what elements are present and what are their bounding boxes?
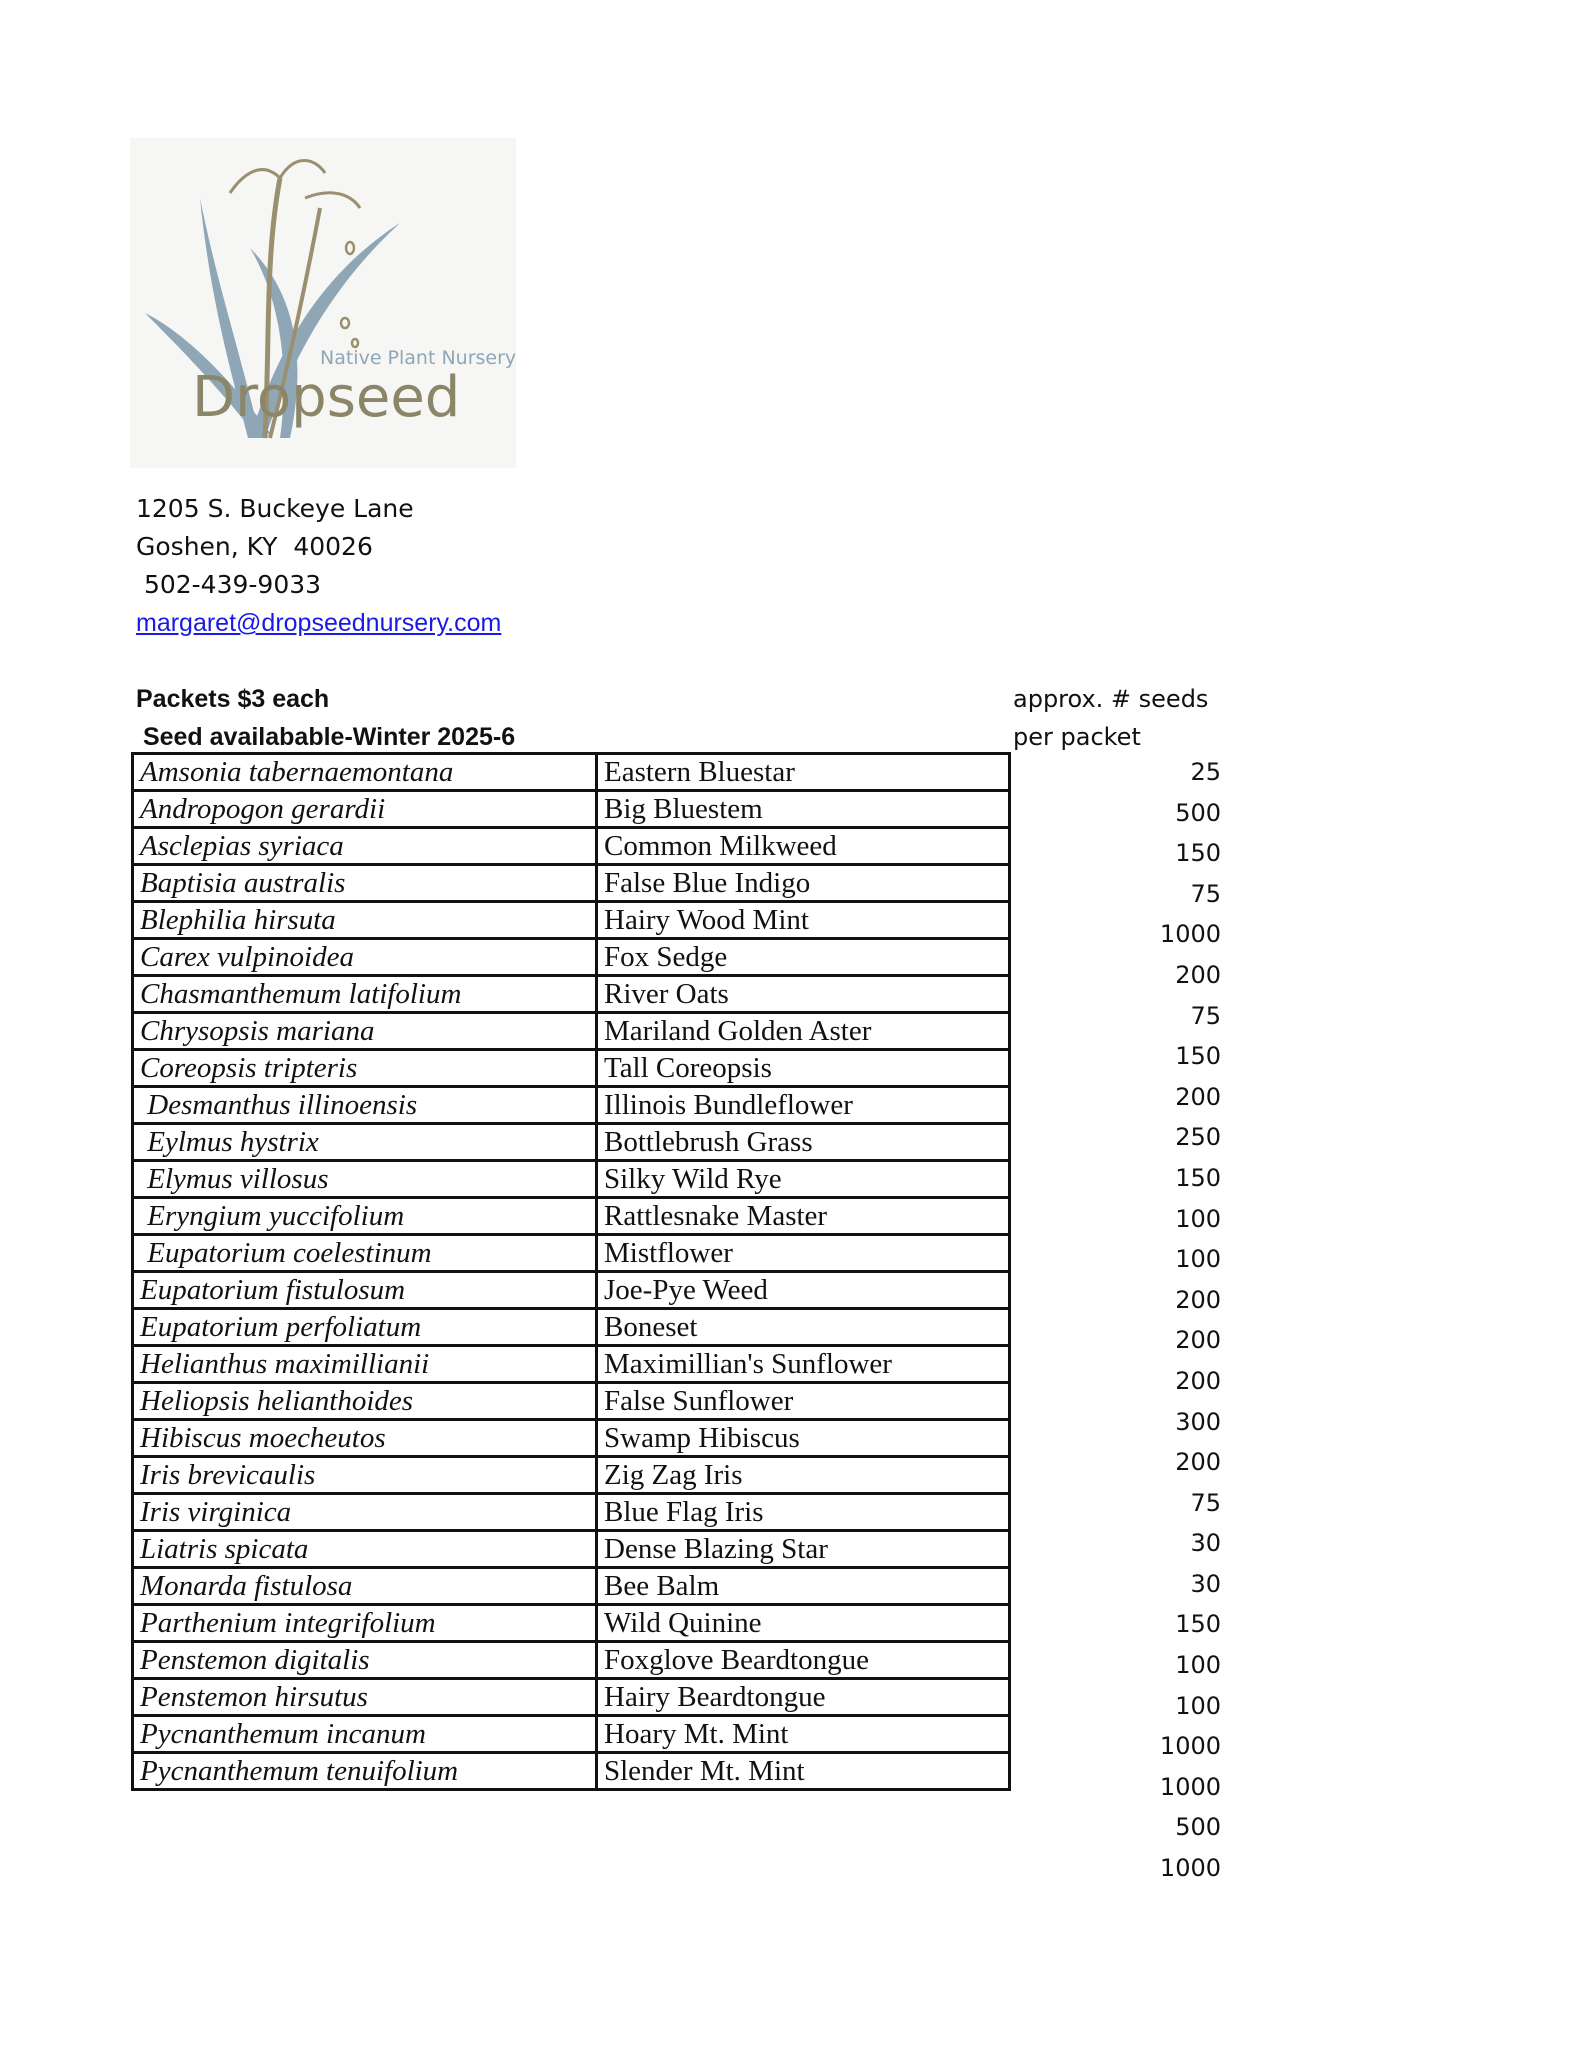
common-name-cell: Mistflower (597, 1235, 1010, 1272)
seed-count: 25 (1190, 758, 1221, 786)
scientific-name-cell: Eryngium yuccifolium (133, 1198, 597, 1235)
table-row (133, 1457, 1010, 1494)
scientific-name-cell: Hibiscus moecheutos (133, 1420, 597, 1457)
scientific-name-cell: Eupatorium perfoliatum (133, 1309, 597, 1346)
seed-count: 30 (1190, 1569, 1221, 1598)
scientific-name-cell: Elymus villosus (133, 1161, 597, 1198)
common-name-cell: Maximillian's Sunflower (597, 1346, 1010, 1383)
common-name-cell: Hairy Beardtongue (597, 1679, 1010, 1716)
common-name-cell: Slender Mt. Mint (597, 1753, 1010, 1790)
seed-count: 150 (1175, 1163, 1221, 1192)
seed-dot (346, 242, 354, 254)
table-row (133, 1161, 1010, 1198)
seed-count: 100 (1175, 1245, 1221, 1274)
seed-count: 1000 (1159, 1854, 1221, 1883)
scientific-name-cell: Baptisia australis (133, 865, 597, 902)
contact-block (136, 490, 501, 642)
scientific-name-cell: Iris virginica (133, 1494, 597, 1531)
seed-count: 1000 (1159, 1772, 1221, 1801)
table-row (133, 1198, 1010, 1235)
seeds-label-line-1: approx. # seeds (1013, 685, 1209, 713)
table-row (133, 1235, 1010, 1272)
seed-count: 200 (1175, 1448, 1221, 1477)
common-name-cell: Joe-Pye Weed (597, 1272, 1010, 1309)
common-name-cell: Rattlesnake Master (597, 1198, 1010, 1235)
common-name-cell: Zig Zag Iris (597, 1457, 1010, 1494)
seed-count: 150 (1175, 1042, 1221, 1071)
table-row (133, 1383, 1010, 1420)
scientific-name-cell: Penstemon hirsutus (133, 1679, 597, 1716)
table-row (133, 1272, 1010, 1309)
scientific-name-cell: Chasmanthemum latifolium (133, 976, 597, 1013)
table-row (133, 902, 1010, 939)
seed-dot (352, 339, 358, 347)
table-row (133, 865, 1010, 902)
table-row (133, 939, 1010, 976)
common-name-cell: Bottlebrush Grass (597, 1124, 1010, 1161)
stalk-shape (305, 193, 360, 208)
seed-dot (341, 318, 349, 328)
common-name-cell: Fox Sedge (597, 939, 1010, 976)
seeds-per-packet-header (1013, 680, 1208, 756)
common-name-cell: Common Milkweed (597, 828, 1010, 865)
scientific-name-cell: Eupatorium coelestinum (133, 1235, 597, 1272)
common-name-cell: Illinois Bundleflower (597, 1087, 1010, 1124)
scientific-name-cell: Monarda fistulosa (133, 1568, 597, 1605)
city-state-zip: Goshen, KY 40026 (136, 532, 373, 561)
stalk-shape (230, 170, 280, 193)
common-name-cell: Eastern Bluestar (597, 754, 1010, 791)
table-row (133, 1346, 1010, 1383)
nursery-logo (130, 138, 516, 468)
common-name-cell: Bee Balm (597, 1568, 1010, 1605)
seed-count: 200 (1175, 1326, 1221, 1355)
scientific-name-cell: Asclepias syriaca (133, 828, 597, 865)
seed-count: 200 (1175, 1366, 1221, 1395)
packet-price: Packets $3 each (136, 685, 330, 713)
common-name-cell: Blue Flag Iris (597, 1494, 1010, 1531)
seed-count: 75 (1190, 879, 1221, 908)
table-row (133, 1420, 1010, 1457)
common-name-cell: False Sunflower (597, 1383, 1010, 1420)
street-address: 1205 S. Buckeye Lane (136, 494, 414, 523)
table-row (133, 828, 1010, 865)
logo-tagline: Native Plant Nursery (320, 347, 516, 369)
scientific-name-cell: Amsonia tabernaemontana (133, 754, 597, 791)
table-row (133, 1605, 1010, 1642)
seed-count: 500 (1175, 798, 1221, 827)
table-row (133, 1568, 1010, 1605)
scientific-name-cell: Heliopsis helianthoides (133, 1383, 597, 1420)
table-row (133, 791, 1010, 828)
common-name-cell: Swamp Hibiscus (597, 1420, 1010, 1457)
table-row (133, 754, 1010, 791)
phone-number: 502-439-9033 (136, 570, 322, 599)
common-name-cell: Dense Blazing Star (597, 1531, 1010, 1568)
email-link[interactable]: margaret@dropseednursery.com (136, 609, 502, 637)
common-name-cell: Tall Coreopsis (597, 1050, 1010, 1087)
seed-table (131, 752, 1011, 1791)
seed-count: 100 (1175, 1691, 1221, 1720)
scientific-name-cell: Pycnanthemum incanum (133, 1716, 597, 1753)
common-name-cell: Mariland Golden Aster (597, 1013, 1010, 1050)
common-name-cell: River Oats (597, 976, 1010, 1013)
common-name-cell: Big Bluestem (597, 791, 1010, 828)
price-header (136, 680, 515, 756)
scientific-name-cell: Pycnanthemum tenuifolium (133, 1753, 597, 1790)
scientific-name-cell: Helianthus maximillianii (133, 1346, 597, 1383)
seed-count: 150 (1175, 839, 1221, 868)
table-row (133, 1124, 1010, 1161)
scientific-name-cell: Andropogon gerardii (133, 791, 597, 828)
scientific-name-cell: Chrysopsis mariana (133, 1013, 597, 1050)
table-row (133, 1494, 1010, 1531)
common-name-cell: False Blue Indigo (597, 865, 1010, 902)
table-row (133, 1087, 1010, 1124)
scientific-name-cell: Desmanthus illinoensis (133, 1087, 597, 1124)
scientific-name-cell: Eupatorium fistulosum (133, 1272, 597, 1309)
seeds-label-line-2: per packet (1013, 723, 1141, 751)
common-name-cell: Silky Wild Rye (597, 1161, 1010, 1198)
scientific-name-cell: Coreopsis tripteris (133, 1050, 597, 1087)
seed-count: 75 (1190, 1488, 1221, 1517)
common-name-cell: Hoary Mt. Mint (597, 1716, 1010, 1753)
logo-wordmark: Dropseed (192, 365, 461, 430)
seed-count: 30 (1190, 1529, 1221, 1558)
seed-count: 200 (1175, 1082, 1221, 1111)
common-name-cell: Hairy Wood Mint (597, 902, 1010, 939)
seed-count: 500 (1175, 1813, 1221, 1842)
table-row (133, 1679, 1010, 1716)
seed-count: 200 (1175, 960, 1221, 989)
seed-count: 100 (1175, 1651, 1221, 1680)
table-row (133, 1013, 1010, 1050)
scientific-name-cell: Penstemon digitalis (133, 1642, 597, 1679)
seed-count: 150 (1175, 1610, 1221, 1639)
scientific-name-cell: Blephilia hirsuta (133, 902, 597, 939)
seed-count: 300 (1175, 1407, 1221, 1436)
scientific-name-cell: Carex vulpinoidea (133, 939, 597, 976)
scientific-name-cell: Parthenium integrifolium (133, 1605, 597, 1642)
scientific-name-cell: Liatris spicata (133, 1531, 597, 1568)
seed-count: 1000 (1159, 920, 1221, 949)
table-row (133, 1050, 1010, 1087)
table-row (133, 1753, 1010, 1790)
table-row (133, 1309, 1010, 1346)
common-name-cell: Foxglove Beardtongue (597, 1642, 1010, 1679)
seed-count: 250 (1175, 1123, 1221, 1152)
seed-count: 100 (1175, 1204, 1221, 1233)
stalk-shape (280, 161, 325, 179)
seed-count: 75 (1190, 1001, 1221, 1030)
seed-count: 1000 (1159, 1732, 1221, 1761)
seed-count: 200 (1175, 1285, 1221, 1314)
table-row (133, 1716, 1010, 1753)
common-name-cell: Wild Quinine (597, 1605, 1010, 1642)
dropseed-logo-graphic (130, 138, 516, 468)
table-row (133, 1531, 1010, 1568)
table-row (133, 976, 1010, 1013)
scientific-name-cell: Eylmus hystrix (133, 1124, 597, 1161)
seed-count-column (1013, 752, 1221, 1889)
table-row (133, 1642, 1010, 1679)
common-name-cell: Boneset (597, 1309, 1010, 1346)
availability-note: Seed availabable-Winter 2025-6 (136, 723, 516, 751)
scientific-name-cell: Iris brevicaulis (133, 1457, 597, 1494)
